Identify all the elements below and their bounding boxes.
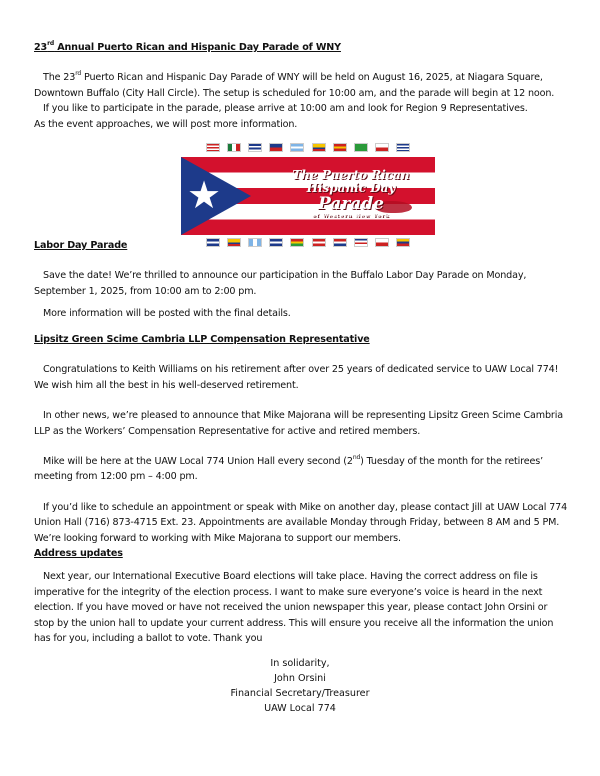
chile-flag-icon: [375, 143, 389, 152]
banner-title: The Puerto Rican Hispanic Day Parade of Western New York: [292, 168, 410, 219]
signer-title: Financial Secretary/Treasurer: [230, 688, 370, 699]
spain-flag-icon: [333, 143, 347, 152]
lipsitz-paragraph-2: In other news, we’re pleased to announce that Mike Majorana will be representing Lipsitz Green Scime Cambria LLP as the Workers’ Compensation Representative for active and retired members.: [34, 410, 563, 437]
mexico-flag-icon: [227, 143, 241, 152]
parade-paragraph-3: As the event approaches, we will post more information.: [34, 118, 298, 130]
organization-name: UAW Local 774: [264, 703, 336, 714]
star-icon: ★: [187, 173, 222, 217]
labor-day-paragraph-1: Save the date! We’re thrilled to announce our participation in the Buffalo Labor Day Parade on Monday, September 1, 2025, from 10:00 am to 2:00 pm.: [34, 270, 527, 297]
parade-paragraph-1: The 23rd Puerto Rican and Hispanic Day Parade of WNY will be held on August 16, 2025, at Niagara Square, Downtown Buffalo (City Hall Circle). The setup is scheduled for 10:00 am, and the parade will begin at 12 noon.: [34, 70, 555, 99]
usa-flag-icon: [206, 143, 220, 152]
parade-section: [34, 40, 570, 132]
signer-name: John Orsini: [274, 673, 326, 684]
lipsitz-heading: Lipsitz Green Scime Cambria LLP Compensation Representative: [34, 334, 370, 345]
argentina-flag-icon: [290, 143, 304, 152]
labor-day-heading: Labor Day Parade: [34, 240, 128, 251]
brazil-flag-icon: [354, 143, 368, 152]
dominican-flag-icon: [269, 143, 283, 152]
flag-row-top: [181, 143, 435, 155]
lipsitz-paragraph-4: If you’d like to schedule an appointment or speak with Mike on another day, please contact Jill at UAW Local 774 Union Hall (716) 873-4715 Ext. 23. Appointments are available Monday through Friday, between 8 AM and 5 PM. We’re looking forward to working with Mike Majorana to support our members.: [34, 501, 568, 544]
cuba-flag-icon: [248, 143, 262, 152]
address-section: [34, 546, 570, 646]
signature-block: [0, 656, 600, 716]
lipsitz-paragraph-1: Congratulations to Keith Williams on his retirement after over 25 years of dedicated service to UAW Local 774! We wish him all the best in his well-deserved retirement.: [34, 364, 559, 391]
lipsitz-section: [34, 332, 570, 546]
labor-day-paragraph-2: More information will be posted with the final details.: [43, 308, 291, 320]
lipsitz-paragraph-3: Mike will be here at the UAW Local 774 Union Hall every second (2nd) Tuesday of the month for the retirees’ meeting from 12:00 pm – 4:00 pm.: [34, 454, 543, 483]
colombia-flag-icon: [312, 143, 326, 152]
closing-salutation: In solidarity,: [270, 658, 330, 669]
parade-paragraph-2: If you like to participate in the parade, please arrive at 10:00 am and look for Region 9 Representatives.: [43, 103, 528, 115]
labor-day-section: [34, 238, 570, 322]
uruguay-flag-icon: [396, 143, 410, 152]
parade-banner: [181, 143, 435, 249]
puerto-rico-flag-icon: [181, 157, 435, 235]
parade-heading: 23rd Annual Puerto Rican and Hispanic Day Parade of WNY: [34, 40, 341, 53]
address-heading: Address updates: [34, 548, 123, 559]
address-paragraph: Next year, our International Executive Board elections will take place. Having the correct address on file is imperative for the integrity of the election process. I want to make sure everyone’s voice is heard in the next election. If you have moved or have not received the union newspaper this year, please contact John Orsini or stop by the union hall to update your current address. This will ensure you receive all the information the union has for you, including a ballot to vote. Thank you: [34, 571, 554, 645]
